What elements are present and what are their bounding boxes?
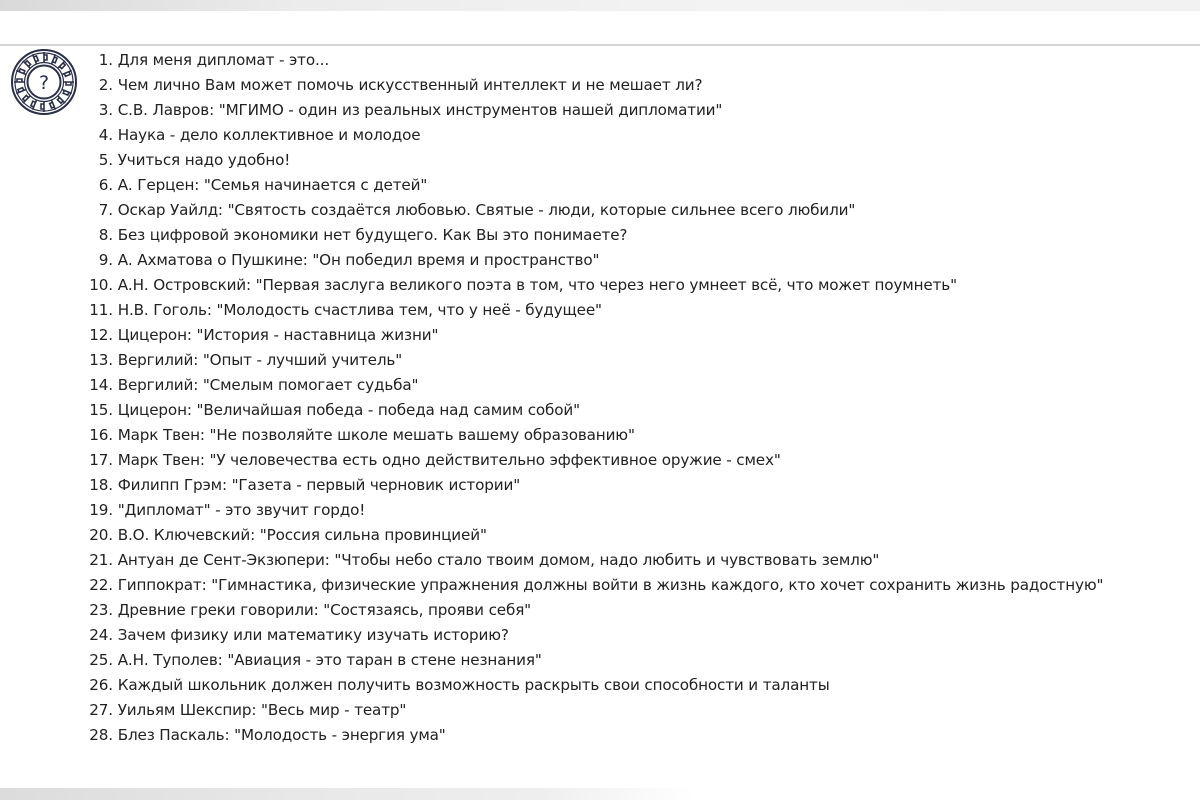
topic-text: Цицерон: "История - наставница жизни": [117, 326, 439, 344]
topic-text: А. Герцен: "Семья начинается с детей": [117, 176, 428, 194]
topic-item: [80, 473, 1103, 498]
topic-number: 4.: [98, 126, 113, 144]
topic-text: В.О. Ключевский: "Россия сильна провинцией": [117, 526, 487, 544]
topic-text: Вергилий: "Смелым помогает судьба": [117, 376, 419, 394]
topic-item: [80, 698, 1103, 723]
topic-number: 24.: [89, 626, 113, 644]
topic-number: 19.: [89, 501, 113, 519]
topic-number: 20.: [89, 526, 113, 544]
topic-number: 5.: [98, 151, 113, 169]
topic-number: 17.: [89, 451, 113, 469]
topic-number: 25.: [89, 651, 113, 669]
topic-number: 9.: [98, 251, 113, 269]
question-mark-meander-circle-icon: [11, 49, 77, 115]
topic-item: [80, 723, 1103, 748]
topic-item: [80, 598, 1103, 623]
topic-item: [80, 573, 1103, 598]
topic-item: [80, 48, 1103, 73]
topic-number: 18.: [89, 476, 113, 494]
topic-item: [80, 548, 1103, 573]
topic-number: 10.: [89, 276, 113, 294]
topic-item: [80, 123, 1103, 148]
topic-item: [80, 73, 1103, 98]
topic-text: Каждый школьник должен получить возможность раскрыть свои способности и таланты: [117, 676, 830, 694]
topic-text: Уильям Шекспир: "Весь мир - театр": [117, 701, 407, 719]
topic-text: Филипп Грэм: "Газета - первый черновик истории": [117, 476, 521, 494]
topic-text: Цицерон: "Величайшая победа - победа над самим собой": [117, 401, 580, 419]
topic-number: 3.: [98, 101, 113, 119]
topic-item: [80, 523, 1103, 548]
topic-text: Без цифровой экономики нет будущего. Как Вы это понимаете?: [117, 226, 628, 244]
topic-text: С.В. Лавров: "МГИМО - один из реальных инструментов нашей дипломатии": [117, 101, 723, 119]
topic-text: Учиться надо удобно!: [117, 151, 291, 169]
topic-text: Гиппократ: "Гимнастика, физические упражнения должны войти в жизнь каждого, кто хочет сохранить жизнь радостную": [117, 576, 1104, 594]
topic-text: Марк Твен: "Не позволяйте школе мешать вашему образованию": [117, 426, 635, 444]
topic-item: [80, 373, 1103, 398]
topic-item: [80, 248, 1103, 273]
topics-list: [80, 48, 1103, 748]
topic-number: 1.: [98, 51, 113, 69]
topic-item: [80, 298, 1103, 323]
topic-number: 26.: [89, 676, 113, 694]
topic-number: 23.: [89, 601, 113, 619]
topic-number: 2.: [98, 76, 113, 94]
topic-item: [80, 623, 1103, 648]
bottom-scroll-strip: [0, 788, 1200, 800]
topic-text: "Дипломат" - это звучит гордо!: [117, 501, 366, 519]
top-toolbar-strip: [0, 0, 1200, 11]
topic-text: Чем лично Вам может помочь искусственный интеллект и не мешает ли?: [117, 76, 703, 94]
topic-text: Блез Паскаль: "Молодость - энергия ума": [117, 726, 446, 744]
topic-item: [80, 448, 1103, 473]
topic-item: [80, 148, 1103, 173]
header-divider: [0, 44, 1200, 46]
topic-number: 21.: [89, 551, 113, 569]
topic-number: 16.: [89, 426, 113, 444]
topic-item: [80, 273, 1103, 298]
topic-text: Марк Твен: "У человечества есть одно действительно эффективное оружие - смех": [117, 451, 781, 469]
topic-item: [80, 323, 1103, 348]
topic-number: 27.: [89, 701, 113, 719]
topic-text: Для меня дипломат - это...: [117, 51, 330, 69]
topic-number: 28.: [89, 726, 113, 744]
topic-number: 8.: [98, 226, 113, 244]
topic-text: Зачем физику или математику изучать историю?: [117, 626, 509, 644]
topic-text: Древние греки говорили: "Состязаясь, прояви себя": [117, 601, 532, 619]
topic-item: [80, 648, 1103, 673]
topic-number: 15.: [89, 401, 113, 419]
topic-item: [80, 348, 1103, 373]
topic-item: [80, 198, 1103, 223]
topic-item: [80, 498, 1103, 523]
topic-number: 14.: [89, 376, 113, 394]
topic-text: Антуан де Сент-Экзюпери: "Чтобы небо стало твоим домом, надо любить и чувствовать землю": [117, 551, 880, 569]
topic-number: 13.: [89, 351, 113, 369]
topic-text: Вергилий: "Опыт - лучший учитель": [117, 351, 403, 369]
topic-item: [80, 173, 1103, 198]
topic-text: А.Н. Островский: "Первая заслуга великого поэта в том, что через него умнеет всё, что может поумнеть": [117, 276, 957, 294]
topic-item: [80, 223, 1103, 248]
topic-item: [80, 398, 1103, 423]
topic-text: Наука - дело коллективное и молодое: [117, 126, 421, 144]
topic-item: [80, 423, 1103, 448]
svg-text:?: ?: [38, 72, 50, 94]
topic-number: 12.: [89, 326, 113, 344]
topic-number: 22.: [89, 576, 113, 594]
topic-number: 6.: [98, 176, 113, 194]
topic-text: Н.В. Гоголь: "Молодость счастлива тем, что у неё - будущее": [117, 301, 602, 319]
topic-text: А.Н. Туполев: "Авиация - это таран в стене незнания": [117, 651, 542, 669]
topic-number: 11.: [89, 301, 113, 319]
topic-number: 7.: [98, 201, 113, 219]
topic-text: А. Ахматова о Пушкине: "Он победил время и пространство": [117, 251, 600, 269]
topic-item: [80, 673, 1103, 698]
topic-text: Оскар Уайлд: "Святость создаётся любовью. Святые - люди, которые сильнее всего любили": [117, 201, 856, 219]
topic-item: [80, 98, 1103, 123]
